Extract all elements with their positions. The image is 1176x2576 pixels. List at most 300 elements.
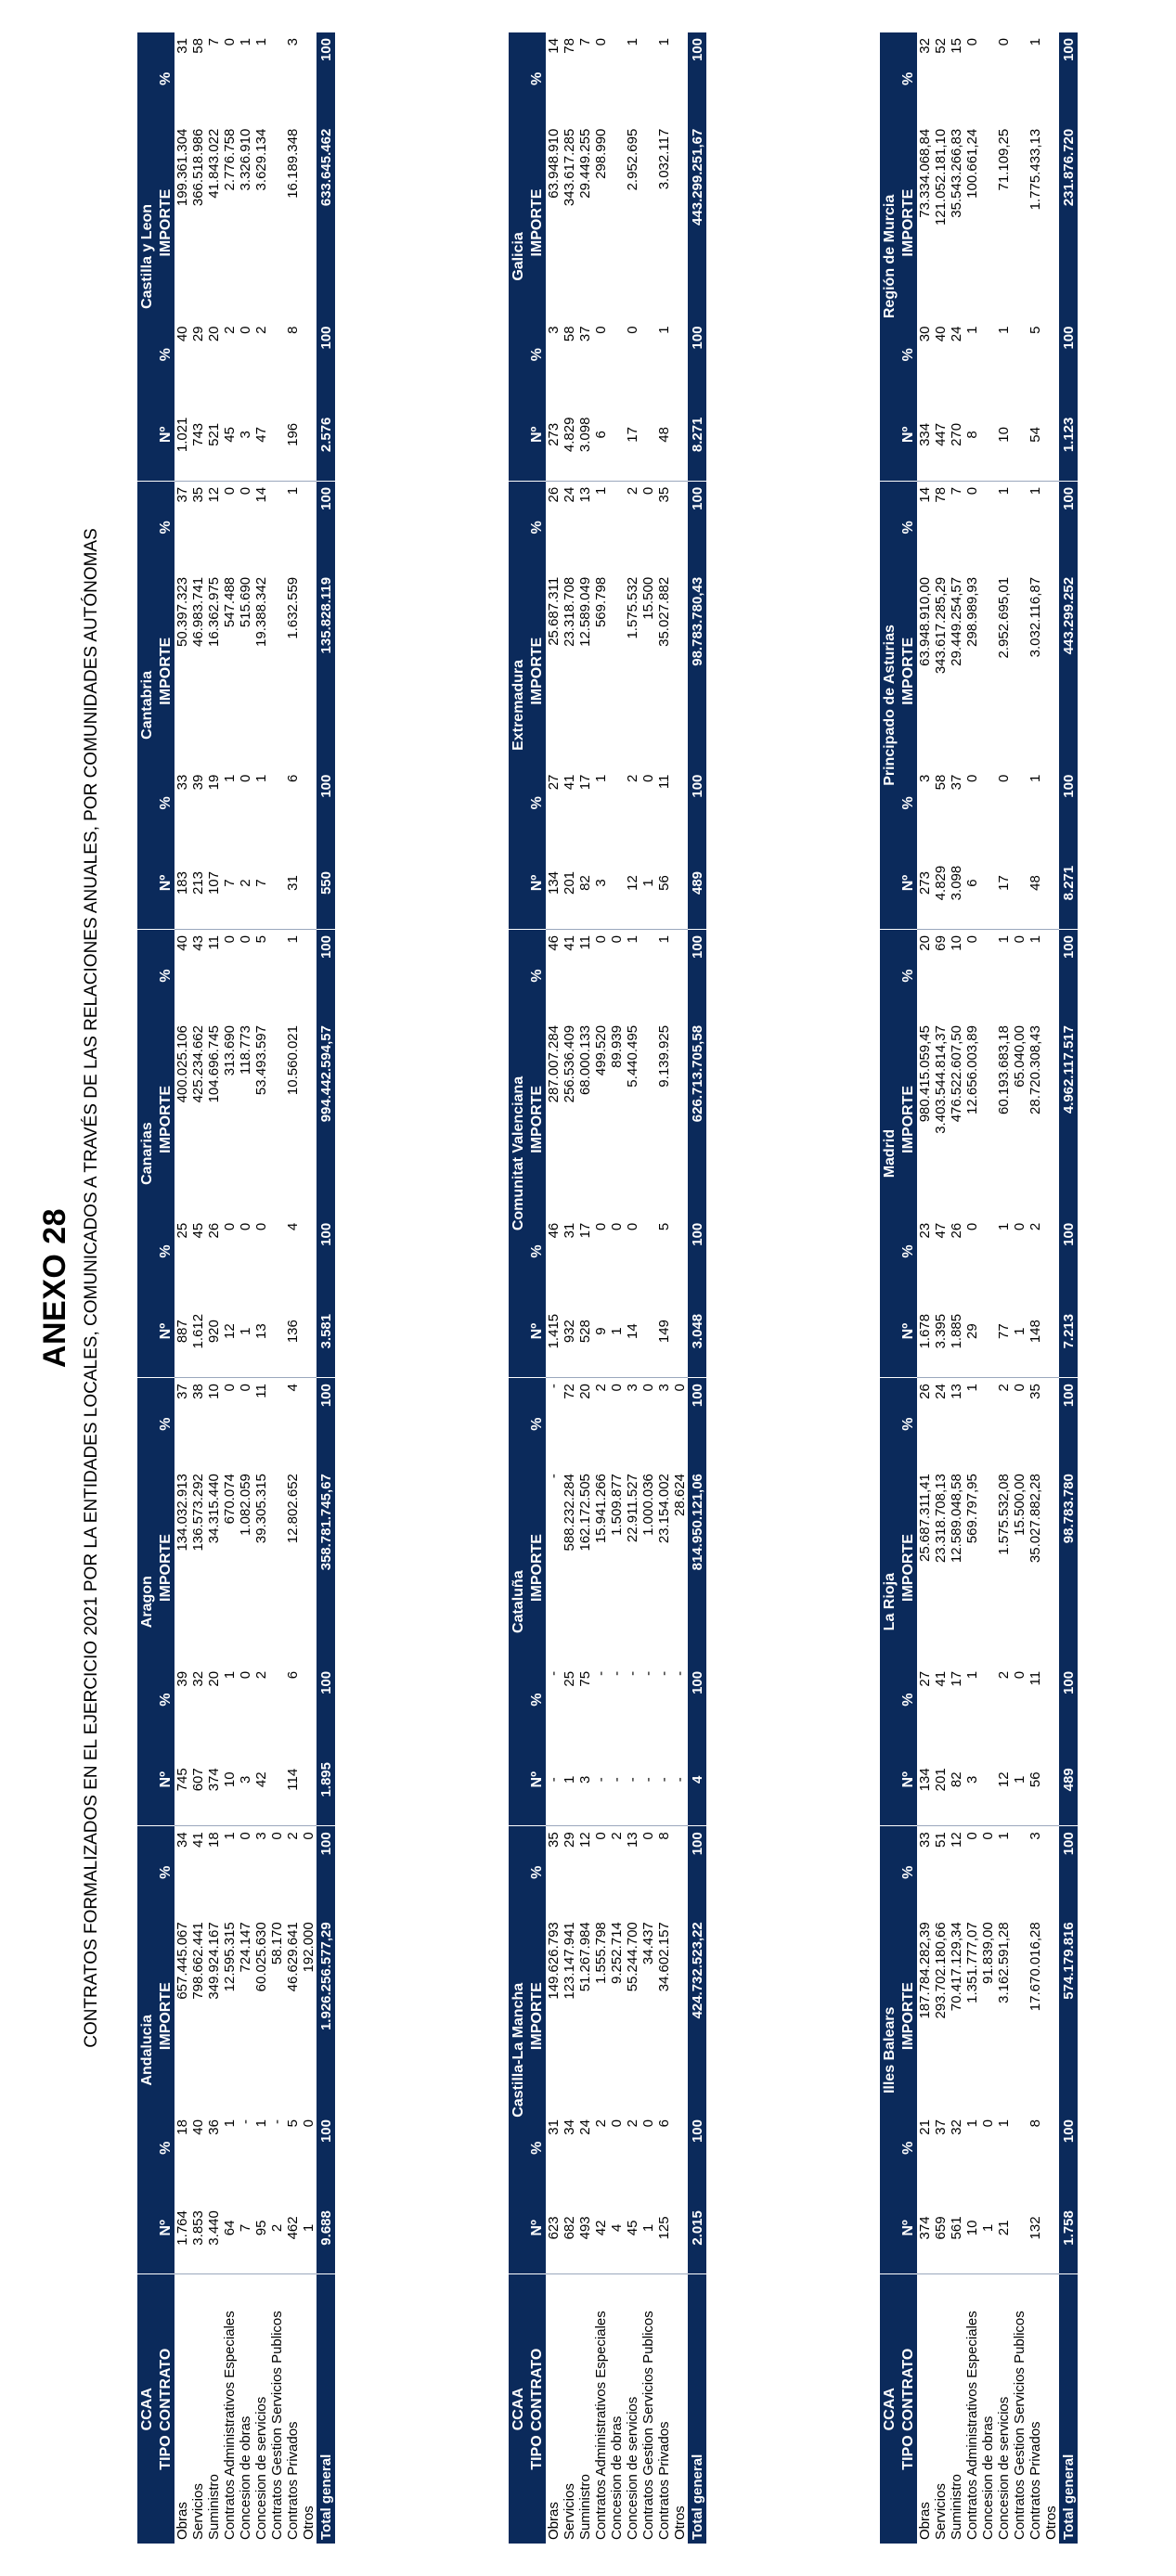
table-cell: 1 [238, 38, 253, 46]
table-cell: 9.252.714 [609, 1922, 625, 1984]
table-cell: 920 [206, 1285, 222, 1377]
table-cell: 10 [222, 1733, 238, 1825]
table-cell: 343.617.285,29 [933, 576, 949, 675]
row-label: Concesion de obras [609, 2415, 625, 2540]
table-cell: 72 [562, 1384, 577, 1399]
table-cell: 1 [1027, 486, 1043, 496]
table-cell: 48 [1027, 837, 1043, 929]
importe-header: IMPORTE [898, 573, 917, 769]
importe-header: IMPORTE [527, 1022, 546, 1217]
table-cell: 0 [1012, 1670, 1027, 1680]
table-cell: 3 [253, 1832, 269, 1840]
table-cell: 1 [562, 1733, 577, 1825]
table-cell: 0 [640, 774, 656, 782]
table-row [285, 32, 301, 2544]
table-cell: 27 [917, 1670, 933, 1687]
table-cell: 3.032.116,87 [1027, 576, 1043, 658]
row-label: Contratos Administrativos Especiales [222, 2311, 238, 2540]
importe-header: IMPORTE [898, 1918, 917, 2114]
table-row [577, 32, 593, 2544]
count-header: Nº [156, 1733, 174, 1825]
region-name: Cantabria [137, 481, 156, 929]
table-cell [672, 32, 688, 125]
table-cell: 12 [222, 1285, 238, 1377]
page-subtitle: CONTRATOS FORMALIZADOS EN EL EJERCICIO 2021 POR LA ENTIDADES LOCALES, COMUNICADOS A TRAVÉS DE LAS RELACIONES ANUALES, POR COMUNIDADES AUTÓNOMAS [82, 528, 101, 2048]
table-cell: 41 [562, 774, 577, 791]
table-cell [672, 1826, 688, 1918]
importe-header: IMPORTE [527, 573, 546, 769]
table-cell: 35 [190, 486, 206, 503]
table-cell: 187.784.282,39 [917, 1922, 933, 2019]
table-cell: 40 [933, 326, 949, 342]
table-cell: 0 [593, 934, 609, 944]
table-cell [640, 389, 656, 481]
table-cell: 3 [238, 1733, 253, 1825]
table-cell: 2 [1027, 1222, 1043, 1231]
table-cell: 20 [917, 935, 933, 951]
percent-header: % [156, 1217, 174, 1285]
table-cell: 30 [917, 326, 933, 342]
region-name: Galicia [509, 32, 527, 481]
table-cell: - [656, 1733, 672, 1825]
table-cell: 2 [593, 1384, 609, 1392]
table-cell [269, 1666, 285, 1733]
table-cell: 134.032.913 [174, 1474, 190, 1552]
table-cell: 78 [562, 38, 577, 54]
page-title: ANEXO 28 [37, 1207, 72, 1369]
table-cell: 15.500 [640, 576, 656, 620]
region-table-2 [509, 32, 706, 2544]
table-cell [269, 573, 285, 769]
total-row [1059, 32, 1078, 2544]
table-cell: 798.662.441 [190, 1922, 206, 2000]
table-row [640, 32, 656, 2544]
table-cell: 6 [656, 2119, 672, 2128]
table-cell [1043, 1918, 1059, 2114]
table-cell: 1 [656, 934, 672, 944]
table-cell: 6 [285, 774, 301, 782]
table-cell: 40 [174, 935, 190, 951]
table-cell: 2 [625, 2119, 640, 2128]
total-cell: 489 [1059, 1733, 1078, 1825]
table-cell: 1 [253, 38, 269, 46]
table-cell: - [546, 1733, 562, 1825]
table-cell: 125 [656, 2182, 672, 2273]
table-cell: 82 [949, 1733, 964, 1825]
percent-header: % [527, 1826, 546, 1918]
table-cell: 37 [577, 326, 593, 342]
table-cell [301, 769, 317, 837]
table-cell: 213 [190, 837, 206, 929]
table-cell [1012, 769, 1027, 837]
table-row [672, 32, 688, 2544]
table-cell [269, 1022, 285, 1217]
table-cell: 334 [917, 389, 933, 481]
total-cell: 100 [1059, 481, 1078, 573]
importe-header: IMPORTE [156, 1918, 174, 2114]
row-label: Obras [917, 2502, 933, 2540]
importe-header: IMPORTE [898, 1022, 917, 1217]
table-cell: 1 [996, 2119, 1012, 2128]
row-label: Concesion de servicios [996, 2396, 1012, 2540]
table-cell: 58 [190, 38, 206, 54]
count-header: Nº [898, 1733, 917, 1825]
row-label: Contratos Administrativos Especiales [964, 2311, 980, 2540]
total-cell: 100 [688, 1826, 706, 1918]
table-cell: 1.000.036 [640, 1474, 656, 1536]
table-cell [609, 32, 625, 125]
table-cell: - [269, 2119, 285, 2125]
percent-header: % [527, 1217, 546, 1285]
table-cell: 104.696.745 [206, 1025, 222, 1103]
table-cell [269, 769, 285, 837]
table-cell: 4 [285, 1384, 301, 1392]
table-cell: 1 [964, 1670, 980, 1680]
percent-header: % [898, 1217, 917, 1285]
total-cell: 100 [688, 769, 706, 837]
total-cell: 3.048 [688, 1285, 706, 1377]
table-cell: 425.234.662 [190, 1025, 206, 1103]
table-cell: 25.687.311 [546, 576, 562, 646]
table-cell: 0 [625, 326, 640, 334]
table-cell: 980.415.059,45 [917, 1025, 933, 1123]
table-cell: 41 [190, 1832, 206, 1848]
table-cell [301, 1285, 317, 1377]
importe-header: IMPORTE [527, 125, 546, 321]
table-cell: 0 [964, 1832, 980, 1840]
count-header: Nº [156, 2182, 174, 2273]
table-cell: 493 [577, 2182, 593, 2273]
table-cell [980, 1378, 996, 1471]
table-cell [1012, 1826, 1027, 1919]
importe-header: IMPORTE [156, 125, 174, 321]
table-cell: 9.139.925 [656, 1024, 672, 1088]
table-cell: 3 [238, 389, 253, 481]
table-cell [672, 837, 688, 929]
table-row [190, 32, 206, 2544]
percent-header: % [156, 32, 174, 125]
table-row [546, 32, 562, 2544]
table-cell: 1 [285, 935, 301, 944]
row-label: Otros [301, 2505, 317, 2540]
table-cell: 136 [285, 1285, 301, 1377]
table-cell: 1 [996, 935, 1012, 944]
table-cell [301, 837, 317, 929]
table-cell [1043, 2182, 1059, 2273]
table-cell: 0 [238, 1670, 253, 1680]
total-cell: 100 [317, 2114, 335, 2182]
percent-header: % [156, 320, 174, 388]
table-cell: 21 [917, 2119, 933, 2135]
table-cell: 343.617.285 [562, 128, 577, 207]
table-cell [269, 930, 285, 1023]
table-cell: 11 [656, 774, 672, 790]
table-cell: 3 [285, 38, 301, 46]
table-cell: 2 [996, 1384, 1012, 1392]
total-cell: 100 [688, 320, 706, 388]
table-cell [269, 1733, 285, 1825]
total-cell: 3.581 [317, 1285, 335, 1377]
table-cell: 29.449.255 [577, 128, 593, 199]
table-cell: 1 [222, 2119, 238, 2128]
row-label: Contratos Gestion Servicios Publicos [640, 2311, 656, 2540]
row-label: Obras [546, 2502, 562, 2540]
table-cell [640, 1022, 656, 1217]
table-cell [301, 573, 317, 769]
table-cell: 8 [1027, 2119, 1043, 2128]
table-cell [269, 1378, 285, 1470]
table-cell: 3 [917, 774, 933, 782]
table-cell: 0 [593, 38, 609, 46]
table-cell: 3.098 [949, 837, 964, 929]
table-cell: 0 [609, 1222, 625, 1231]
table-cell: 35.027.882 [656, 576, 672, 647]
ccaa-header: CCAA [509, 2274, 527, 2544]
table-cell: 71.109,25 [996, 128, 1012, 191]
total-cell: 100 [688, 481, 706, 573]
table-cell: 31 [174, 38, 190, 54]
count-header: Nº [156, 837, 174, 929]
table-cell [609, 320, 625, 388]
table-cell [1043, 1022, 1059, 1217]
table-cell: - [672, 1670, 688, 1676]
total-cell: 100 [317, 1826, 335, 1919]
table-cell: 17 [949, 1670, 964, 1687]
table-cell [1043, 573, 1059, 769]
table-row [964, 32, 980, 2544]
table-cell: 1.415 [546, 1285, 562, 1377]
table-cell: 1 [656, 326, 672, 334]
table-cell: 659 [933, 2182, 949, 2273]
table-cell: 1 [222, 1832, 238, 1840]
table-cell: 1 [656, 38, 672, 46]
table-cell: 521 [206, 389, 222, 481]
table-cell: 0 [1012, 1222, 1027, 1231]
table-cell [640, 125, 656, 321]
percent-header: % [156, 2114, 174, 2182]
row-label: Otros [1043, 2505, 1059, 2540]
table-cell: 26 [206, 1222, 222, 1239]
table-cell: 2 [625, 486, 640, 496]
table-cell: 515.690 [238, 576, 253, 628]
table-cell [672, 2182, 688, 2273]
table-cell: 0 [1012, 935, 1027, 944]
table-cell: 58.170 [269, 1922, 285, 1965]
count-header: Nº [527, 1733, 546, 1825]
table-cell: 13 [949, 1384, 964, 1399]
table-cell: 670.074 [222, 1474, 238, 1525]
table-cell: 33 [174, 774, 190, 791]
table-cell [1043, 1378, 1059, 1471]
tipo-contrato-header: TIPO CONTRATO [156, 2274, 174, 2544]
table-cell: - [640, 1670, 656, 1676]
total-cell: 8.271 [1059, 837, 1078, 929]
table-cell: 1 [1027, 774, 1043, 782]
table-cell: 2 [285, 1832, 301, 1840]
table-cell: 134 [546, 837, 562, 929]
table-cell [672, 929, 688, 1021]
total-cell: 100 [317, 481, 335, 573]
table-cell: 2 [996, 1670, 1012, 1680]
total-cell: 100 [1059, 1378, 1078, 1471]
table-cell: 293.702.180,66 [933, 1922, 949, 2019]
table-cell: 1 [964, 326, 980, 334]
table-row [1027, 32, 1043, 2544]
table-cell: 24 [562, 486, 577, 503]
total-cell: 1.123 [1059, 389, 1078, 481]
percent-header: % [527, 769, 546, 837]
importe-header: IMPORTE [898, 1470, 917, 1666]
table-cell [269, 481, 285, 573]
table-cell: 23.318.708,13 [933, 1474, 949, 1564]
table-cell: 53.493.597 [253, 1025, 269, 1096]
table-row [980, 32, 996, 2544]
table-cell: 12 [577, 1832, 593, 1848]
total-cell: 814.950.121,06 [688, 1470, 706, 1666]
percent-header: % [156, 930, 174, 1023]
row-label: Contratos Gestion Servicios Publicos [1012, 2311, 1027, 2540]
count-header: Nº [898, 389, 917, 481]
table-cell: 5.440.495 [625, 1024, 640, 1088]
total-cell: 100 [1059, 1826, 1078, 1919]
table-cell: 32 [917, 38, 933, 54]
table-cell [301, 1217, 317, 1285]
total-cell: 2.576 [317, 389, 335, 481]
table-cell: 82 [577, 837, 593, 929]
table-cell: 0 [238, 935, 253, 944]
table-cell: 273 [917, 837, 933, 929]
table-cell: 657.445.067 [174, 1922, 190, 2000]
total-cell: 443.299.251,67 [688, 125, 706, 321]
table-cell: 1.082.059 [238, 1474, 253, 1536]
table-cell: 37 [174, 486, 190, 503]
region-name: La Rioja [880, 1378, 898, 1826]
table-cell: 3.853 [190, 2182, 206, 2273]
table-cell: 25 [174, 1222, 190, 1239]
table-cell: 10 [964, 2182, 980, 2273]
table-cell [672, 2114, 688, 2182]
table-cell: 0 [964, 774, 980, 782]
table-cell: 3.395 [933, 1285, 949, 1377]
ccaa-header: CCAA [137, 2274, 156, 2544]
table-cell: 3.032.117 [656, 128, 672, 190]
table-cell [672, 1918, 688, 2114]
table-cell: 107 [206, 837, 222, 929]
table-cell: 14 [625, 1285, 640, 1377]
table-row [301, 32, 317, 2544]
table-cell: 0 [222, 38, 238, 46]
table-cell: 17.670.016,28 [1027, 1922, 1043, 2012]
table-cell [980, 930, 996, 1022]
total-cell: 8.271 [688, 389, 706, 481]
table-cell: 12 [949, 1832, 964, 1848]
table-cell: 23.318.708 [562, 576, 577, 647]
table-cell: 0 [1012, 1384, 1027, 1392]
importe-header: IMPORTE [156, 1470, 174, 1666]
table-cell [301, 1733, 317, 1825]
table-cell: 2 [253, 326, 269, 334]
table-cell: 123.147.941 [562, 1922, 577, 2000]
table-cell: 46.983.741 [190, 576, 206, 647]
table-cell: 607 [190, 1733, 206, 1825]
table-cell: - [625, 1733, 640, 1825]
table-cell [301, 481, 317, 573]
table-cell: 1 [1027, 935, 1043, 944]
table-cell [1043, 125, 1059, 321]
table-cell: 11 [1027, 1670, 1043, 1686]
table-cell: 60.193.683,18 [996, 1025, 1012, 1114]
table-cell: 588.232.284 [562, 1474, 577, 1552]
table-cell: 69 [933, 935, 949, 951]
table-cell: 8 [285, 326, 301, 334]
table-cell: 0 [964, 38, 980, 46]
table-cell: 68.000.133 [577, 1024, 593, 1096]
table-cell: 35 [656, 486, 672, 503]
table-cell: 17 [577, 774, 593, 791]
total-cell: 633.645.462 [317, 125, 335, 321]
total-cell: 100 [317, 1217, 335, 1285]
table-cell: 42 [253, 1733, 269, 1825]
table-cell [980, 32, 996, 125]
table-cell: 149 [656, 1285, 672, 1377]
total-cell: 7.213 [1059, 1285, 1078, 1377]
table-cell: 547.488 [222, 576, 238, 628]
table-cell: 2.776.758 [222, 128, 238, 191]
total-cell: 358.781.745,67 [317, 1470, 335, 1666]
total-cell: 100 [688, 32, 706, 125]
total-cell: 443.299.252 [1059, 573, 1078, 769]
total-cell: 100 [688, 1666, 706, 1733]
table-cell [640, 320, 656, 388]
table-cell: 0 [222, 1222, 238, 1231]
table-cell: 2.952.695 [625, 128, 640, 191]
table-cell [301, 320, 317, 388]
table-cell [269, 1217, 285, 1285]
table-cell: 0 [301, 2119, 317, 2128]
table-cell: 5 [1027, 326, 1043, 334]
percent-header: % [898, 321, 917, 389]
total-cell: 4.962.117.517 [1059, 1022, 1078, 1217]
table-cell: 1 [640, 837, 656, 929]
row-label: Concesion de servicios [253, 2396, 269, 2540]
table-cell: 132 [1027, 2182, 1043, 2273]
table-cell [609, 125, 625, 321]
contracts-table [509, 32, 706, 2544]
table-cell: 201 [933, 1733, 949, 1825]
total-cell: 1.926.256.577,29 [317, 1918, 335, 2114]
row-label: Suministro [206, 2474, 222, 2540]
total-cell: 100 [688, 1378, 706, 1470]
table-cell [1043, 1666, 1059, 1733]
table-cell: 10 [949, 935, 964, 951]
table-cell [1012, 389, 1027, 481]
table-cell: 2.952.695,01 [996, 576, 1012, 659]
percent-header: % [156, 1826, 174, 1919]
table-cell: 56 [656, 837, 672, 929]
table-cell: 3 [577, 1733, 593, 1825]
table-cell: 13 [253, 1285, 269, 1377]
region-name: Cataluña [509, 1378, 527, 1826]
region-name: Extremadura [509, 481, 527, 929]
total-cell: 100 [1059, 1217, 1078, 1285]
row-label: Obras [174, 2502, 190, 2540]
table-cell: 11 [206, 935, 222, 950]
total-cell: 98.783.780,43 [688, 573, 706, 769]
table-cell: 3.326.910 [238, 128, 253, 191]
percent-header: % [527, 1378, 546, 1470]
table-cell [269, 125, 285, 321]
table-cell [301, 1470, 317, 1666]
